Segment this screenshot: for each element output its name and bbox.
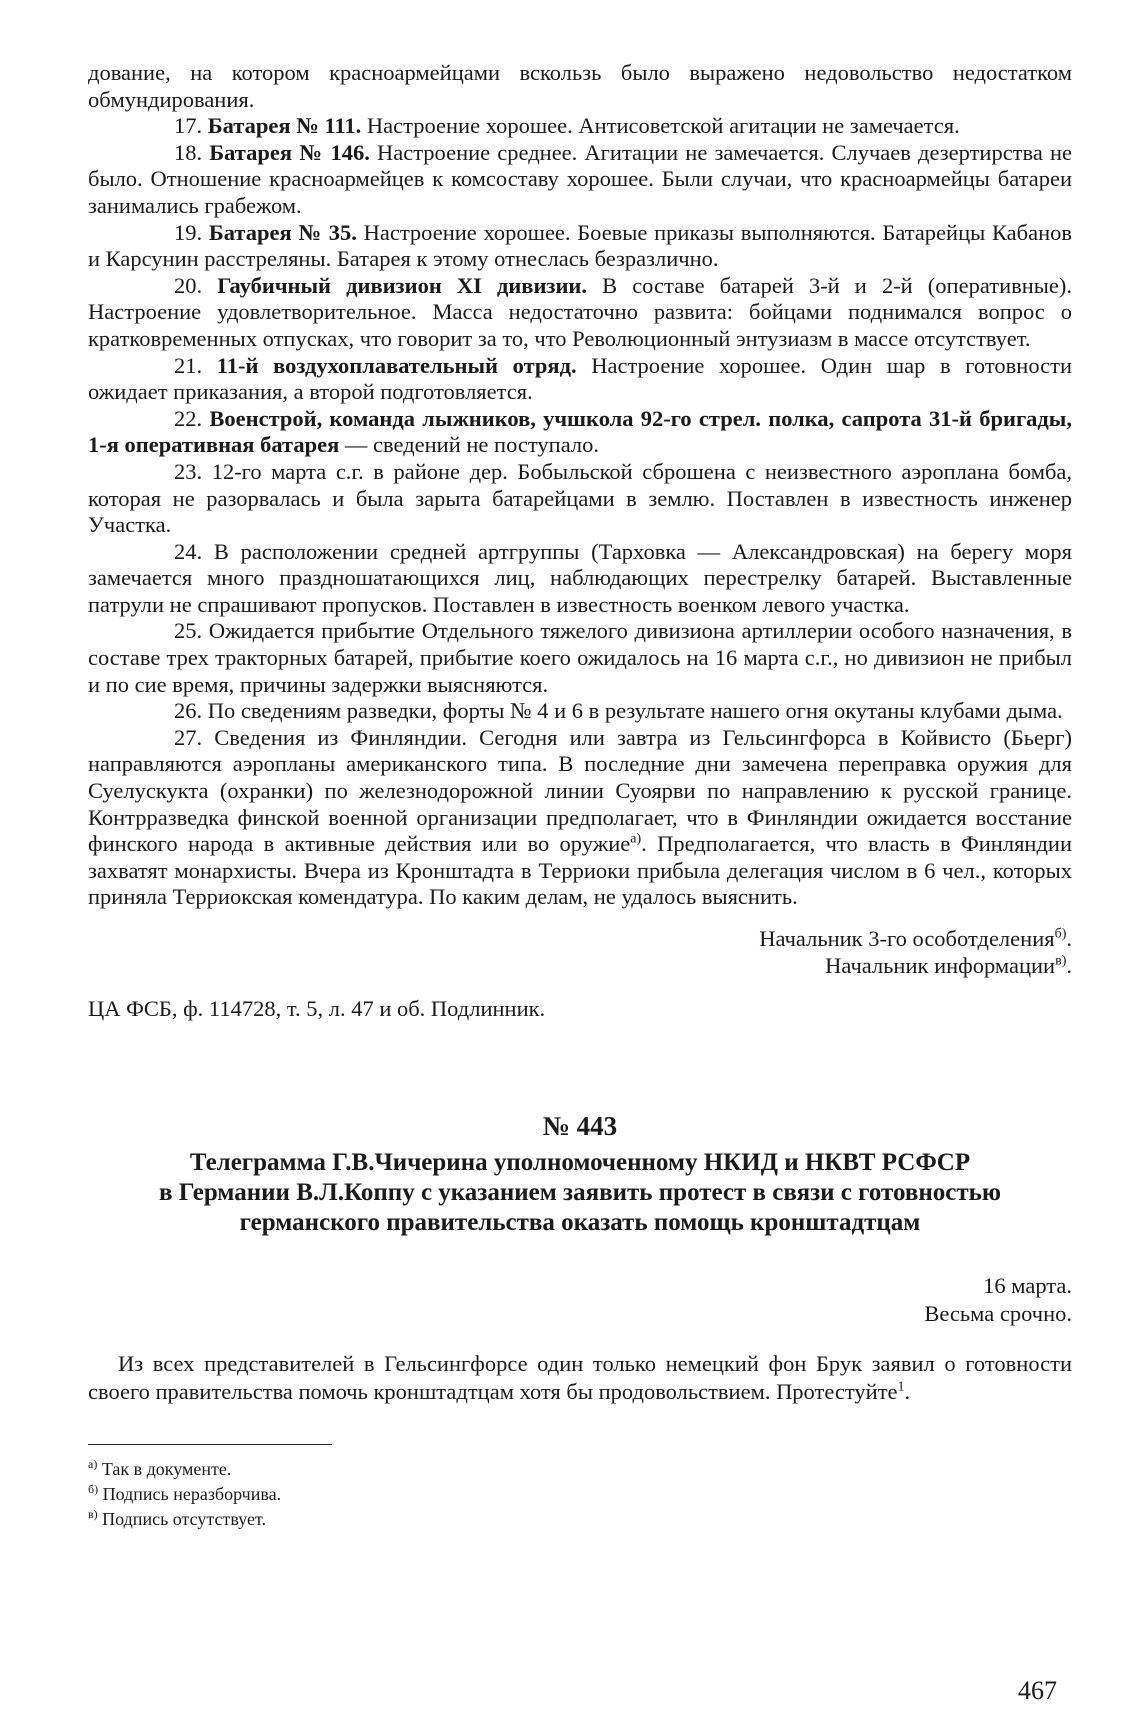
title-line: германского правительства оказать помощь кронштадтцам: [239, 1209, 921, 1236]
footnote-mark: б): [1054, 926, 1067, 942]
footnote-text: Так в документе.: [101, 1459, 232, 1479]
item-number: 17.: [174, 113, 208, 139]
footnote-text: Подпись неразборчива.: [102, 1484, 282, 1504]
telegram-text: Из всех представителей в Гельсингфорсе один только немецкий фон Брук заявил о готовности своего правительства помочь кронштадтцам хотя бы продовольствием. Протестуйте: [88, 1351, 1072, 1404]
signature-text: Начальник информации: [825, 953, 1056, 978]
item-number: 18.: [174, 139, 210, 165]
footnote-mark: а): [630, 831, 642, 847]
footnote-a: [88, 1457, 1072, 1482]
item-text: Настроение хорошее. Антисоветской агитации не замечается.: [361, 113, 960, 139]
archive-reference: ЦА ФСБ, ф. 114728, т. 5, л. 47 и об. Подлинник.: [88, 996, 546, 1021]
item-text: Настроение среднее. Агитации не замечается. Случаев дезертирства не было. Отношение красноармейцев к комсоставу хорошее. Были случаи, что красноармейцы батареи занимались грабежом.: [88, 139, 1072, 218]
urgency-note: Весьма срочно.: [924, 1301, 1072, 1326]
footnote-text: Подпись отсутствует.: [102, 1509, 266, 1529]
item-heading: Гаубичный дивизион XI дивизии.: [217, 272, 588, 298]
item-27: [88, 725, 1072, 911]
item-text: Настроение хорошее. Боевые приказы выполняются. Батарейцы Кабанов и Карсунин расстреляны. Батарея к этому отнеслась безразлично.: [88, 219, 1073, 272]
signature-end: .: [1066, 953, 1072, 978]
page-number: 467: [1018, 1676, 1057, 1705]
footnote-mark: б): [88, 1482, 99, 1496]
item-number: 26.: [174, 698, 208, 724]
item-text: Сведения из Финляндии. Сегодня или завтра из Гельсингфорса в Койвисто (Бьерг) направляются аэропланы американского типа. В последние дни замечена переправка оружия для Суелускукта (охранки) по железнодорожной линии Суоярви по направлению к русской границе. Контрразведка финской военной организации предполагает, что в Финляндии ожидается восстание финского народа в активные действия или во оружие: [88, 724, 1073, 857]
signature-end: .: [1066, 926, 1072, 951]
item-number: 23.: [174, 458, 212, 484]
item-17: [88, 113, 1072, 140]
footnote-mark: в): [88, 1507, 98, 1521]
item-number: 20.: [174, 272, 218, 298]
item-number: 27.: [174, 724, 215, 750]
item-26: [88, 698, 1072, 725]
paragraph-continuation: [88, 60, 1072, 113]
document-page: [88, 60, 1072, 1532]
document-number: № 443: [542, 1111, 618, 1141]
item-text: Настроение хорошее. Один шар в готовности ожидает приказания, а второй подготовляется.: [88, 352, 1073, 405]
item-19: [88, 220, 1072, 273]
item-heading: Военстрой, команда лыжников, учшкола 92-го стрел. полка, сапрота 31-й бригады, 1-я оперативная батарея: [88, 405, 1073, 458]
telegram-body: [88, 1350, 1072, 1406]
item-heading: Батарея № 35.: [208, 219, 357, 245]
footnote-v: [88, 1507, 1072, 1532]
item-20: [88, 273, 1072, 353]
item-heading: 11-й воздухоплавательный отряд.: [216, 352, 577, 378]
signature-chief-information: [88, 952, 1072, 979]
item-number: 21.: [174, 352, 217, 378]
item-22: [88, 406, 1072, 459]
item-18: [88, 140, 1072, 220]
document-date: 16 марта.: [983, 1273, 1072, 1298]
item-number: 24.: [174, 538, 214, 564]
item-number: 25.: [174, 618, 209, 644]
document-title: [88, 1148, 1072, 1238]
date-block: [88, 1272, 1072, 1328]
item-text: 12-го марта с.г. в районе дер. Бобыльской сброшена с неизвестного аэроплана бомба, которая не разорвалась и была зарыта батарейцами в землю. Поставлен в известность инженер Участка.: [88, 458, 1073, 538]
signature-chief-3rd-department: [88, 925, 1072, 952]
item-number: 22.: [174, 405, 210, 431]
footnote-mark: 1: [897, 1379, 905, 1395]
item-21: [88, 353, 1072, 406]
telegram-end: .: [904, 1379, 911, 1404]
item-heading: Батарея № 111.: [207, 113, 362, 139]
item-24: [88, 539, 1072, 619]
item-number: 19.: [174, 219, 209, 245]
title-line: в Германии В.Л.Коппу с указанием заявить протест в связи с готовностью: [159, 1179, 1001, 1206]
footnote-divider: [88, 1444, 332, 1445]
item-text: Ожидается прибытие Отдельного тяжелого дивизиона артиллерии особого назначения, в составе трех тракторных батарей, прибытие коего ожидалось на 16 марта с.г., но дивизион не прибыл и по сие время, причины задержки выясняются.: [88, 618, 1073, 697]
footnote-b: [88, 1482, 1072, 1507]
paragraph-text: дование, на котором красноармейцами вскользь было выражено недовольство недостатком обмундирования.: [88, 60, 1072, 112]
item-text: — сведений не поступало.: [339, 432, 599, 458]
footnote-mark: а): [88, 1457, 98, 1471]
item-text-continued: . Предполагается, что власть в Финляндии захватят монархисты. Вчера из Кронштадта в Терриоки прибыла делегация числом в 6 чел., которых приняла Терриокская комендатура. По каким делам, не удалось выяснить.: [88, 831, 1072, 910]
signature-text: Начальник 3-го особотделения: [759, 926, 1055, 951]
item-text: В составе батарей 3-й и 2-й (оперативные). Настроение удовлетворительное. Масса недостаточно развита: бойцами поднимался вопрос о кратковременных отпусках, что говорит за то, что Революционный энтузиазм в массе отсутствует.: [88, 272, 1072, 351]
item-heading: Батарея № 146.: [209, 139, 370, 165]
item-23: [88, 459, 1072, 539]
item-text: В расположении средней артгруппы (Тарховка — Александровская) на берегу моря замечается много праздношатающихся лиц, наблюдающих перестрелку батарей. Выставленные патрули не спрашивают пропусков. Поставлен в известность военком левого участка.: [88, 538, 1072, 617]
title-line: Телеграмма Г.В.Чичерина уполномоченному НКИД и НКВТ РСФСР: [189, 1149, 971, 1176]
item-text: По сведениям разведки, форты № 4 и 6 в результате нашего огня окутаны клубами дыма.: [207, 698, 1063, 724]
footnote-mark: в): [1055, 953, 1067, 969]
item-25: [88, 618, 1072, 698]
